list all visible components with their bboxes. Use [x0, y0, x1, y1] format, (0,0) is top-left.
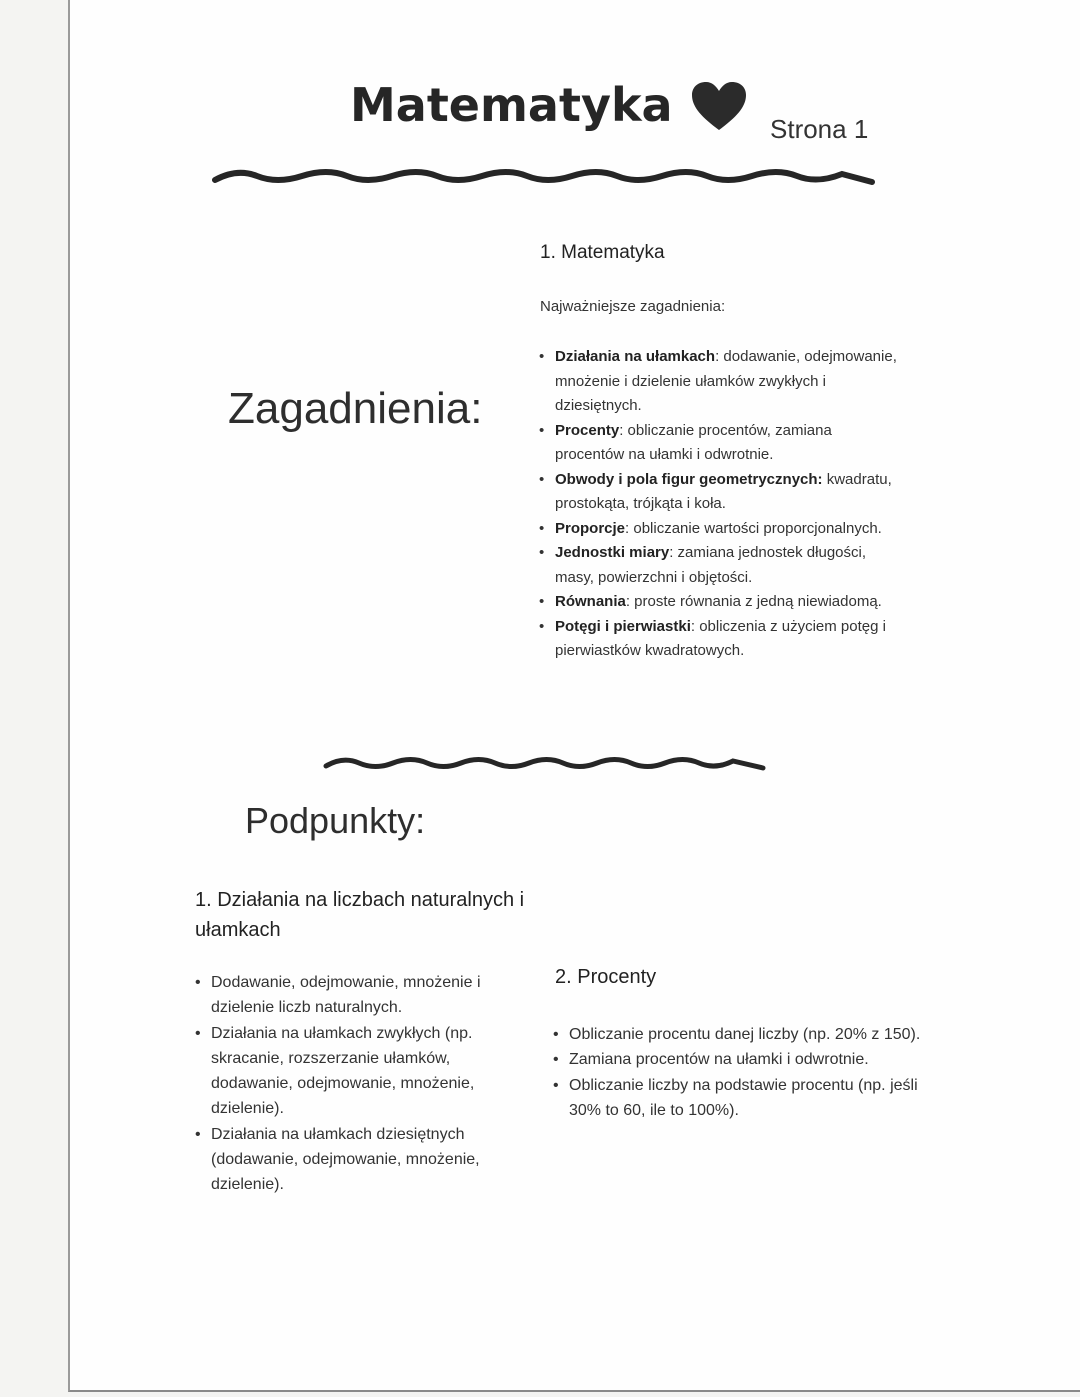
wavy-divider-middle [323, 750, 768, 776]
list-item [539, 468, 899, 517]
subpoints-heading: Podpunkty: [245, 800, 426, 841]
section-title-matematyka: 1. Matematyka [540, 242, 665, 263]
item-desc: : proste równania z jedną niewiadomą. [625, 593, 882, 610]
item-term: Równania [555, 593, 626, 610]
item-term: Procenty [555, 421, 620, 439]
heart-icon [690, 80, 748, 132]
item-term: Jednostki miary [555, 544, 670, 561]
item-desc: : obliczanie wartości proporcjonalnych. [625, 519, 882, 537]
topics-list [539, 345, 899, 664]
item-desc: : dodawanie, odejmowanie, mnożenie i dzielenie ułamków zwykłych i dziesiętnych. [555, 348, 897, 414]
list-item [539, 590, 899, 615]
list-item: • Dodawanie, odejmowanie, mnożenie i dzielenie liczb naturalnych. [195, 970, 525, 1021]
list-item: • Obliczanie procentu danej liczby (np. 20% z 150). [553, 1022, 933, 1047]
topics-intro: Najważniejsze zagadnienia: [540, 298, 726, 315]
item-desc: : obliczanie procentów, zamiana procentów na ułamki i odwrotnie. [555, 421, 832, 463]
section2-list [553, 1022, 933, 1123]
list-item [539, 615, 899, 664]
list-item: • Zamiana procentów na ułamki i odwrotnie. [553, 1047, 933, 1072]
list-item [539, 345, 899, 419]
topics-heading: Zagadnienia: [228, 384, 483, 433]
item-desc: : zamiana jednostek długości, masy, powierzchni i objętości. [555, 544, 866, 586]
item-desc: : obliczenia z użyciem potęg i pierwiastków kwadratowych. [555, 617, 886, 659]
section1-list [195, 970, 525, 1198]
item-term: Obwody i pola figur geometrycznych: [555, 470, 823, 488]
item-term: Potęgi i pierwiastki [555, 617, 691, 635]
item-desc: kwadratu, prostokąta, trójkąta i koła. [555, 470, 892, 512]
section-title-procenty: 2. Procenty [555, 966, 657, 988]
page-number: Strona 1 [770, 114, 869, 144]
list-item [539, 517, 899, 542]
list-item: • Działania na ułamkach dziesiętnych (dodawanie, odejmowanie, mnożenie, dzielenie). [195, 1122, 525, 1198]
list-item [539, 541, 899, 590]
list-item: • Obliczanie liczby na podstawie procentu (np. jeśli 30% to 60, ile to 100%). [553, 1073, 933, 1124]
wavy-divider-top [212, 160, 877, 190]
list-item: • Działania na ułamkach zwykłych (np. skracanie, rozszerzanie ułamków, dodawanie, odejmowanie, mnożenie, dzielenie). [195, 1021, 525, 1122]
section-title-dzialania: 1. Działania na liczbach naturalnych i ułamkach [195, 889, 525, 941]
item-term: Działania na ułamkach [555, 348, 716, 365]
list-item [539, 419, 899, 468]
item-term: Proporcje [555, 519, 626, 537]
page-title: Matematyka [350, 78, 673, 132]
